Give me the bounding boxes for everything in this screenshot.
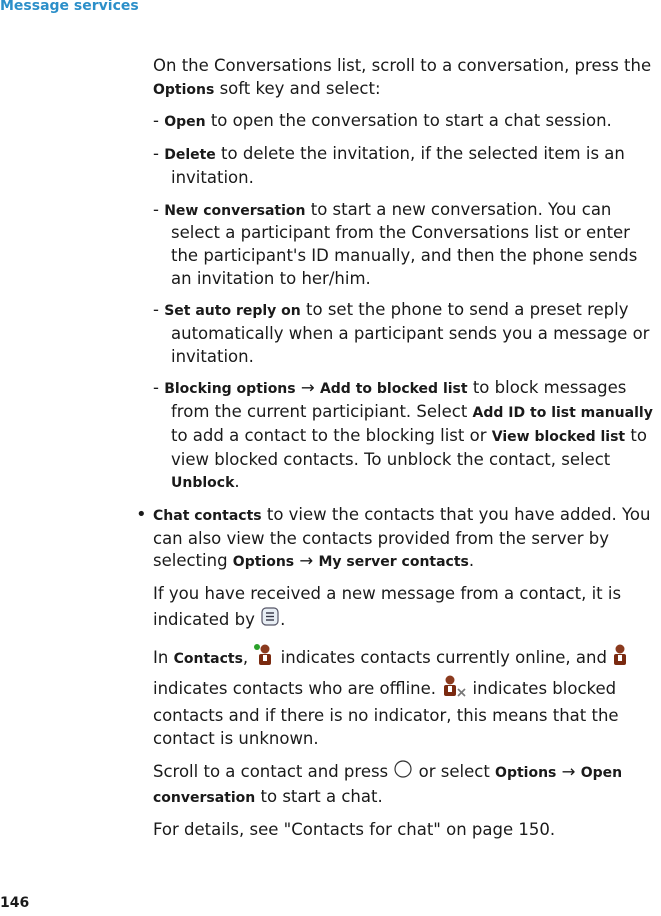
my-server-contacts-key: My server contacts	[318, 554, 469, 571]
page-header: Message services	[0, 0, 139, 14]
online-contact-icon	[253, 643, 275, 674]
intro-text: On the Conversations list, scroll to a conversation, press the	[153, 56, 652, 75]
intro-text-end: soft key and select:	[214, 78, 381, 98]
blocking-options-key: Blocking options	[164, 381, 296, 398]
contacts-key: Contacts	[173, 651, 243, 668]
contacts-paragraph: In Contacts, indicates contacts currently online, and indicates contacts who are offline. indicates blocked contacts and if there is no indicator, this means that the contact is unknown.	[153, 643, 658, 750]
page-number: 146	[0, 895, 30, 911]
options-key: Options	[495, 765, 557, 782]
chat-contacts-bullet: • Chat contacts to view the contacts that you have added. You can also view the contacts provided from the server by selecting Options → My server contacts.	[136, 503, 651, 571]
add-to-blocked-key: Add to blocked list	[319, 381, 468, 398]
view-blocked-key: View blocked list	[491, 428, 626, 445]
chat-contacts-key: Chat contacts	[153, 507, 262, 524]
open-text: to open the conversation to start a chat session.	[205, 111, 612, 131]
delete-key: Delete	[164, 147, 216, 164]
new-message-paragraph: If you have received a new message from a contact, it is indicated by .	[153, 583, 658, 634]
intro-paragraph	[153, 55, 658, 101]
blocked-contact-icon	[441, 674, 467, 705]
bullet-dot: •	[136, 503, 147, 525]
center-key-icon	[393, 759, 413, 786]
open-conversation-key: Open conversation	[153, 765, 623, 806]
add-id-key: Add ID to list manually	[472, 405, 653, 422]
new-conversation-key: New conversation	[164, 202, 306, 219]
scroll-paragraph: Scroll to a contact and press or select Options → Open conversation to start a chat.	[153, 759, 658, 809]
auto-reply-text: to set the phone to send a preset reply automatically when a participant sends you a message or invitation.	[171, 300, 650, 366]
item-new-conversation: - New conversation to start a new conversation. You can select a participant from the Conversations list or enter the participant's ID manually, and then the phone sends an invitation to her/him.	[153, 199, 638, 288]
options-key: Options	[232, 554, 295, 571]
open-key: Open	[164, 114, 206, 131]
message-icon	[260, 606, 280, 635]
options-key: Options	[153, 81, 215, 98]
new-conversation-text: to start a new conversation. You can select a participant from the Conversations list or enter the participant's ID manually, and then the phone sends an invitation to her/him.	[171, 199, 638, 288]
item-delete: - Delete to delete the invitation, if the selected item is an invitation.	[153, 144, 625, 187]
item-auto-reply: - Set auto reply on to set the phone to send a preset reply automatically when a participant sends you a message or invitation.	[153, 300, 650, 366]
content	[136, 55, 658, 850]
item-blocking: - Blocking options → Add to blocked list to block messages from the current participiant. Select Add ID to list manually to add a contact to the blocking list or View blocked list to view blocked contacts. To unblock the contact, select Unblock.	[153, 378, 653, 492]
unblock-key: Unblock	[171, 475, 235, 492]
auto-reply-key: Set auto reply on	[164, 303, 301, 320]
offline-contact-icon	[612, 643, 628, 674]
delete-text: to delete the invitation, if the selected item is an invitation.	[171, 144, 625, 187]
item-open: - Open to open the conversation to start a chat session.	[153, 111, 612, 131]
details-paragraph: For details, see "Contacts for chat" on page 150.	[153, 819, 556, 839]
